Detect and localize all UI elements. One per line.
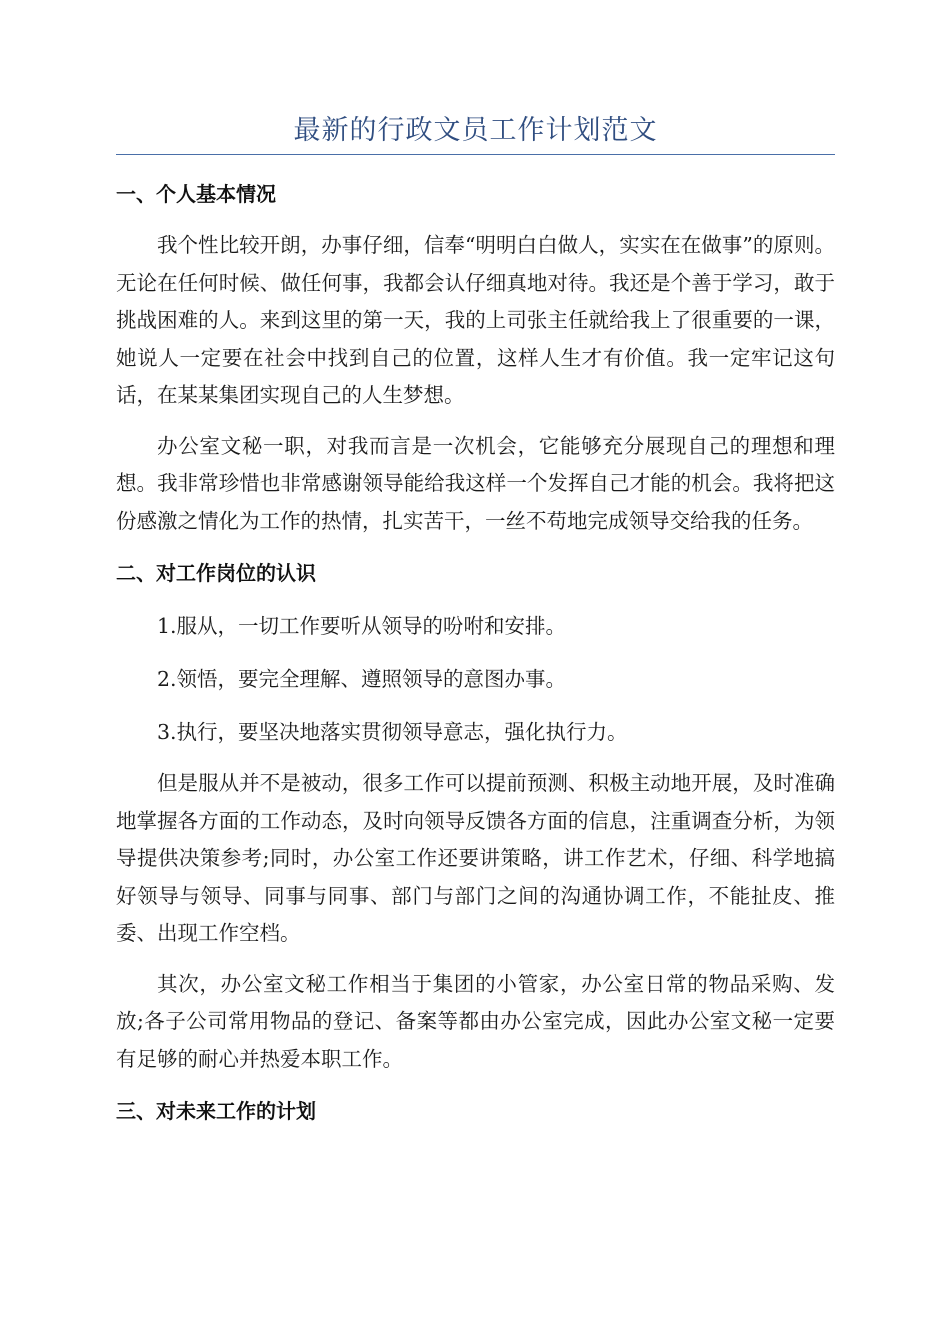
paragraph: 办公室文秘一职，对我而言是一次机会，它能够充分展现自己的理想和理想。我非常珍惜也非常感谢领导能给我这样一个发挥自己才能的机会。我将把这份感激之情化为工作的热情，扎实苦干，一丝不苟地完成领导交给我的任务。 <box>116 433 835 533</box>
paragraph: 我个性比较开朗，办事仔细，信奉“明明白白做人，实实在在做事”的原则。无论在任何时候、做任何事，我都会认仔细真地对待。我还是个善于学习，敢于挑战困难的人。来到这里的第一天，我的上司张主任就给我上了很重要的一课，她说人一定要在社会中找到自己的位置，这样人生才有价值。我一定牢记这句话，在某某集团实现自己的人生梦想。 <box>116 233 835 407</box>
title-underline <box>116 154 835 155</box>
section-heading-1: 一、个人基本情况 <box>116 182 276 206</box>
section-heading-2: 二、对工作岗位的认识 <box>116 561 316 585</box>
list-item: 2.领悟，要完全理解、遵照领导的意图办事。 <box>157 667 567 691</box>
section-heading-3: 三、对未来工作的计划 <box>116 1099 316 1123</box>
paragraph: 但是服从并不是被动，很多工作可以提前预测、积极主动地开展，及时准确地掌握各方面的工作动态，及时向领导反馈各方面的信息，注重调查分析，为领导提供决策参考;同时，办公室工作还要讲策略，讲工作艺术，仔细、科学地搞好领导与领导、同事与同事、部门与部门之间的沟通协调工作，不能扯皮、推委、出现工作空档。 <box>116 771 835 945</box>
list-item: 3.执行，要坚决地落实贯彻领导意志，强化执行力。 <box>157 720 628 744</box>
document-title: 最新的行政文员工作计划范文 <box>293 115 658 146</box>
paragraph: 其次，办公室文秘工作相当于集团的小管家，办公室日常的物品采购、发放;各子公司常用物品的登记、备案等都由办公室完成，因此办公室文秘一定要有足够的耐心并热爱本职工作。 <box>116 971 835 1071</box>
list-item: 1.服从，一切工作要听从领导的吩咐和安排。 <box>157 614 567 638</box>
document-body <box>116 174 835 1144</box>
